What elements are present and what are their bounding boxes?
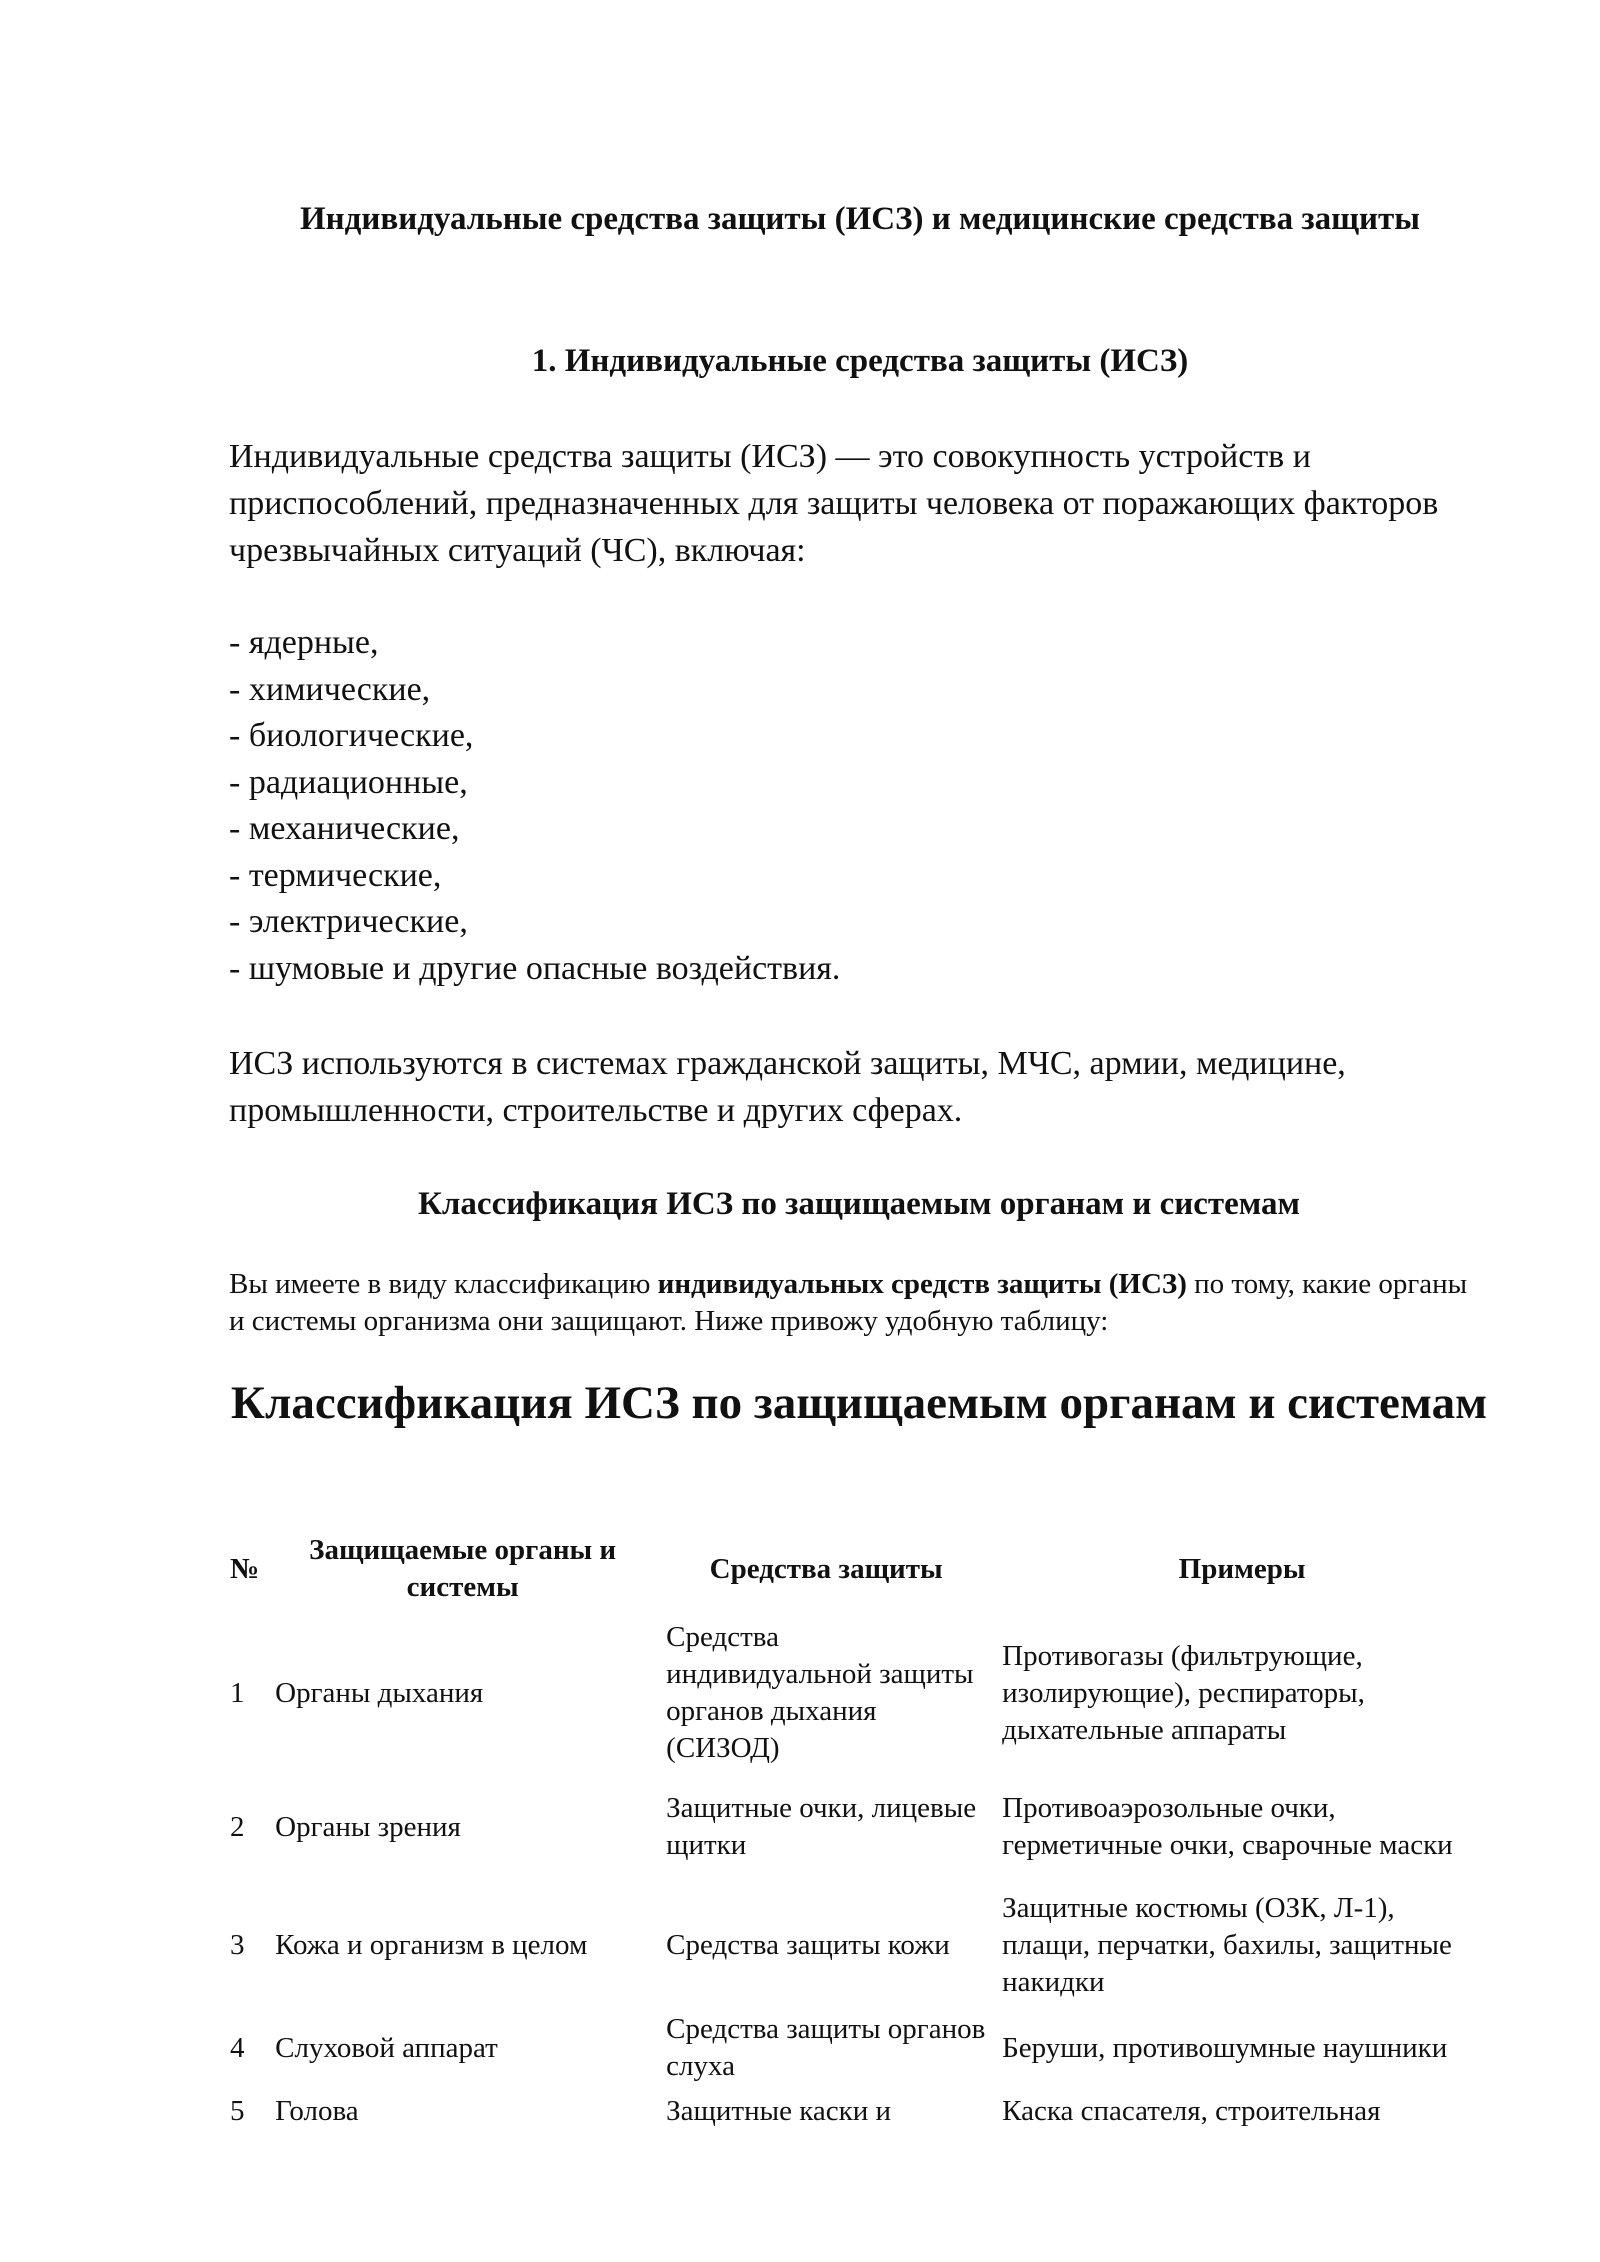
cell-means: Средства защиты органов слуха	[666, 2013, 986, 2082]
cell-num: 1	[230, 1676, 245, 1709]
table-heading: Классификация ИСЗ по защищаемым органам и системам	[230, 1377, 1488, 1429]
cell-examples: Противогазы (фильтрующие, изолирующие), респираторы, дыхательные аппараты	[1002, 1639, 1365, 1746]
cell-num: 3	[230, 1928, 245, 1961]
cell-means: Средства индивидуальной защиты органов дыхания (СИЗОД)	[666, 1621, 974, 1764]
header-num: №	[230, 1552, 260, 1585]
cell-organs: Органы зрения	[275, 1810, 461, 1843]
cell-means: Защитные каски и	[666, 2095, 891, 2127]
cell-num: 2	[230, 1810, 245, 1843]
table-header-row	[222, 1530, 1490, 1616]
note-text-after: по тому, какие органы и системы организма они защищают. Ниже привожу удобную таблицу:	[229, 1268, 1468, 1337]
hazard-item: - химические,	[229, 670, 431, 708]
cell-organs: Голова	[275, 2095, 359, 2127]
cell-organs: Кожа и организм в целом	[275, 1928, 588, 1961]
classification-table-wrapper	[222, 1530, 1490, 2136]
cell-organs: Слуховой аппарат	[275, 2031, 498, 2064]
cell-examples: Защитные костюмы (ОЗК, Л-1), плащи, перчатки, бахилы, защитные накидки	[1002, 1891, 1452, 1998]
hazard-item: - ядерные,	[229, 624, 379, 661]
hazard-item: - механические,	[229, 810, 460, 847]
table-row	[222, 1770, 1490, 1884]
hazard-item: - электрические,	[229, 903, 468, 940]
table-row	[222, 1884, 1490, 2006]
cell-examples: Каска спасателя, строительная	[1002, 2095, 1381, 2127]
table-row	[222, 2090, 1490, 2136]
hazard-item: - радиационные,	[229, 763, 468, 801]
header-means: Средства защиты	[709, 1552, 943, 1585]
header-organs: Защищаемые органы и системы	[309, 1534, 617, 1603]
table-row	[222, 2006, 1490, 2090]
hazard-item: - биологические,	[229, 717, 474, 754]
section-title: 1. Индивидуальные средства защиты (ИСЗ)	[531, 343, 1189, 379]
usage-paragraph: ИСЗ используются в системах гражданской защиты, МЧС, армии, медицине, промышленности, строительстве и других сферах.	[229, 1045, 1346, 1129]
note-text-bold: индивидуальных средств защиты (ИСЗ)	[657, 1268, 1187, 1300]
hazard-item: - шумовые и другие опасные воздействия.	[229, 949, 841, 987]
classification-table	[222, 1530, 1490, 2136]
cell-examples: Противоаэрозольные очки, герметичные очки, сварочные маски	[1002, 1792, 1453, 1861]
cell-num: 4	[230, 2031, 245, 2064]
classification-heading: Классификация ИСЗ по защищаемым органам и системам	[417, 1186, 1301, 1222]
note-paragraph	[229, 1266, 1489, 1340]
table-row	[222, 1616, 1490, 1770]
cell-means: Защитные очки, лицевые щитки	[666, 1792, 977, 1861]
note-text-before: Вы имеете в виду классификацию	[229, 1268, 658, 1300]
cell-organs: Органы дыхания	[275, 1676, 484, 1709]
hazard-item: - термические,	[229, 856, 442, 894]
header-examples: Примеры	[1178, 1552, 1306, 1585]
cell-examples: Беруши, противошумные наушники	[1002, 2031, 1448, 2064]
document-title: Индивидуальные средства защиты (ИСЗ) и медицинские средства защиты	[300, 201, 1420, 237]
cell-num: 5	[230, 2095, 245, 2127]
hazard-list	[229, 620, 1429, 992]
intro-paragraph: Индивидуальные средства защиты (ИСЗ) — это совокупность устройств и приспособлений, предназначенных для защиты человека от поражающих факторов чрезвычайных ситуаций (ЧС), включая:	[229, 438, 1439, 569]
cell-means: Средства защиты кожи	[666, 1928, 950, 1961]
